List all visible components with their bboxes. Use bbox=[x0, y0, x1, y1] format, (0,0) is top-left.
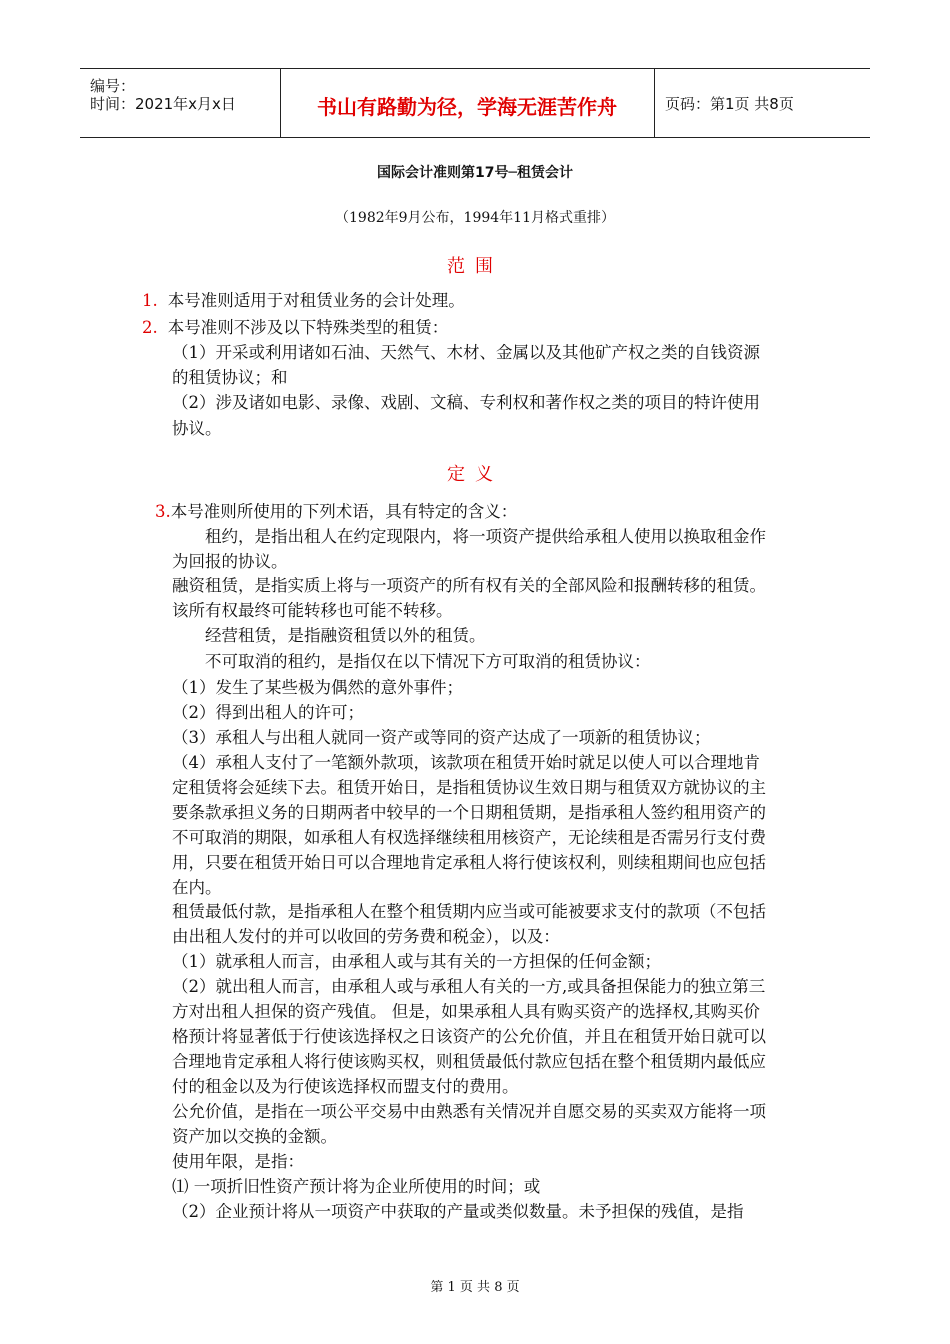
date-label: 时间：2021年x月x日 bbox=[90, 95, 236, 113]
body-line bbox=[142, 320, 448, 337]
motto: 书山有路勤为径，学海无涯苦作舟 bbox=[317, 95, 617, 119]
body-line bbox=[172, 855, 766, 872]
line-text: 要条款承担义务的日期两者中较早的一个日期租赁期，是指承租人签约租用资产的 bbox=[172, 803, 766, 822]
line-text: （1）就承租人而言，由承租人或与其有关的一方担保的任何金额； bbox=[172, 952, 661, 971]
line-text: 的租赁协议；和 bbox=[172, 368, 288, 387]
body-line bbox=[172, 1104, 766, 1121]
line-text: ⑴ 一项折旧性资产预计将为企业所使用的时间；或 bbox=[172, 1177, 541, 1196]
body-line bbox=[172, 954, 661, 971]
line-text: 租赁最低付款，是指承租人在整个租赁期内应当或可能被要求支付的款项（不包括 bbox=[172, 902, 766, 921]
body-line bbox=[172, 755, 760, 772]
line-text: 租约，是指出租人在约定现限内，将一项资产提供给承租人使用以换取租金作 bbox=[205, 527, 766, 546]
line-text: 本号准则不涉及以下特殊类型的租赁： bbox=[167, 318, 449, 337]
body-line bbox=[172, 370, 288, 387]
body-line bbox=[172, 680, 463, 697]
section-heading-definitions: 定义 bbox=[447, 464, 503, 485]
item-number: 2. bbox=[142, 318, 158, 337]
document-header bbox=[80, 68, 870, 138]
header-right-cell bbox=[655, 69, 870, 137]
line-text: （4）承租人支付了一笔额外款项，该款项在租赁开始时就足以使人可以合理地肯 bbox=[172, 753, 760, 772]
body-line bbox=[205, 628, 486, 645]
body-line bbox=[172, 1204, 744, 1221]
line-text: 在内。 bbox=[172, 878, 222, 897]
line-text: （2）就出租人而言，由承租人或与承租人有关的一方,或具备担保能力的独立第三 bbox=[172, 977, 766, 996]
body-line bbox=[172, 880, 222, 897]
document-subtitle: （1982年9月公布，1994年11月格式重排） bbox=[335, 210, 615, 226]
line-text: 不可取消的期限，如承租人有权选择继续租用核资产，无论续租是否需另行支付费 bbox=[172, 828, 766, 847]
line-text: 本号准则适用于对租赁业务的会计处理。 bbox=[167, 291, 465, 310]
body-line bbox=[172, 345, 760, 362]
line-text: 定租赁将会延续下去。租赁开始日，是指租赁协议生效日期与租赁双方就协议的主 bbox=[172, 778, 766, 797]
body-line bbox=[155, 504, 517, 521]
body-line bbox=[172, 554, 288, 571]
section-heading-scope: 范围 bbox=[447, 256, 503, 277]
line-text: 协议。 bbox=[172, 419, 222, 438]
body-line bbox=[172, 979, 765, 996]
line-text: 用，只要在租赁开始日可以合理地肯定承租人将行使该权利，则续租期间也应包括 bbox=[172, 853, 766, 872]
line-text: （1）发生了某些极为偶然的意外事件； bbox=[172, 678, 463, 697]
body-line bbox=[172, 1179, 540, 1196]
body-line bbox=[172, 780, 766, 797]
body-line bbox=[172, 904, 766, 921]
line-text: 格预计将显著低于行使该选择权之日该资产的公允价值，并且在租赁开始日就可以 bbox=[172, 1027, 766, 1046]
body-line bbox=[205, 654, 651, 671]
line-text: 合理地肯定承租人将行使该购买权，则租赁最低付款应包括在整个租赁期内最低应 bbox=[172, 1052, 766, 1071]
document-title: 国际会计准则第17号─租赁会计 bbox=[377, 165, 573, 181]
body-line bbox=[172, 1004, 760, 1021]
body-line bbox=[172, 395, 760, 412]
line-text: （2）得到出租人的许可； bbox=[172, 703, 364, 722]
line-text: 融资租赁，是指实质上将与一项资产的所有权有关的全部风险和报酬转移的租赁。 bbox=[172, 576, 766, 595]
line-text: 方对出租人担保的资产残值。 但是，如果承租人具有购买资产的选择权,其购买价 bbox=[172, 1002, 760, 1021]
line-text: 经营租赁，是指融资租赁以外的租赁。 bbox=[205, 626, 486, 645]
body-line bbox=[172, 830, 766, 847]
line-text: （2）企业预计将从一项资产中获取的产量或类似数量。未予担保的残值，是指 bbox=[172, 1202, 744, 1221]
body-line bbox=[172, 929, 560, 946]
item-number: 3. bbox=[155, 502, 171, 521]
line-text: 资产加以交换的金额。 bbox=[172, 1127, 337, 1146]
body-line bbox=[172, 1154, 304, 1171]
header-motto-cell bbox=[280, 69, 655, 137]
body-line bbox=[172, 805, 766, 822]
body-line bbox=[172, 578, 766, 595]
body-line bbox=[205, 529, 766, 546]
body-line bbox=[172, 1054, 766, 1071]
line-text: 为回报的协议。 bbox=[172, 552, 288, 571]
line-text: （1）开采或利用诸如石油、天然气、木材、金属以及其他矿产权之类的自钱资源 bbox=[172, 343, 760, 362]
line-text: 付的租金以及为行使该选择权而盟支付的费用。 bbox=[172, 1077, 519, 1096]
line-text: 该所有权最终可能转移也可能不转移。 bbox=[172, 601, 453, 620]
body-line bbox=[172, 1029, 766, 1046]
page-footer: 第 1 页 共 8 页 bbox=[430, 1280, 520, 1295]
body-line bbox=[172, 730, 711, 747]
item-number: 1. bbox=[142, 291, 158, 310]
number-label: 编号： bbox=[90, 77, 136, 95]
header-left-cell bbox=[80, 69, 281, 137]
line-text: 公允价值，是指在一项公平交易中由熟悉有关情况并自愿交易的买卖双方能将一项 bbox=[172, 1102, 766, 1121]
line-text: （3）承租人与出租人就同一资产或等同的资产达成了一项新的租赁协议； bbox=[172, 728, 711, 747]
page-info: 页码：第1页 共8页 bbox=[665, 95, 794, 113]
line-text: 本号准则所使用的下列术语，具有特定的含义： bbox=[170, 502, 518, 521]
line-text: 使用年限，是指： bbox=[172, 1152, 304, 1171]
line-text: 由出租人发付的并可以收回的劳务费和税金），以及： bbox=[172, 927, 560, 946]
body-line bbox=[172, 421, 222, 438]
body-line bbox=[142, 293, 465, 310]
line-text: 不可取消的租约，是指仅在以下情况下方可取消的租赁协议： bbox=[205, 652, 651, 671]
line-text: （2）涉及诸如电影、录像、戏剧、文稿、专利权和著作权之类的项目的特许使用 bbox=[172, 393, 760, 412]
body-line bbox=[172, 603, 453, 620]
body-line bbox=[172, 1079, 519, 1096]
body-line bbox=[172, 1129, 337, 1146]
body-line bbox=[172, 705, 364, 722]
